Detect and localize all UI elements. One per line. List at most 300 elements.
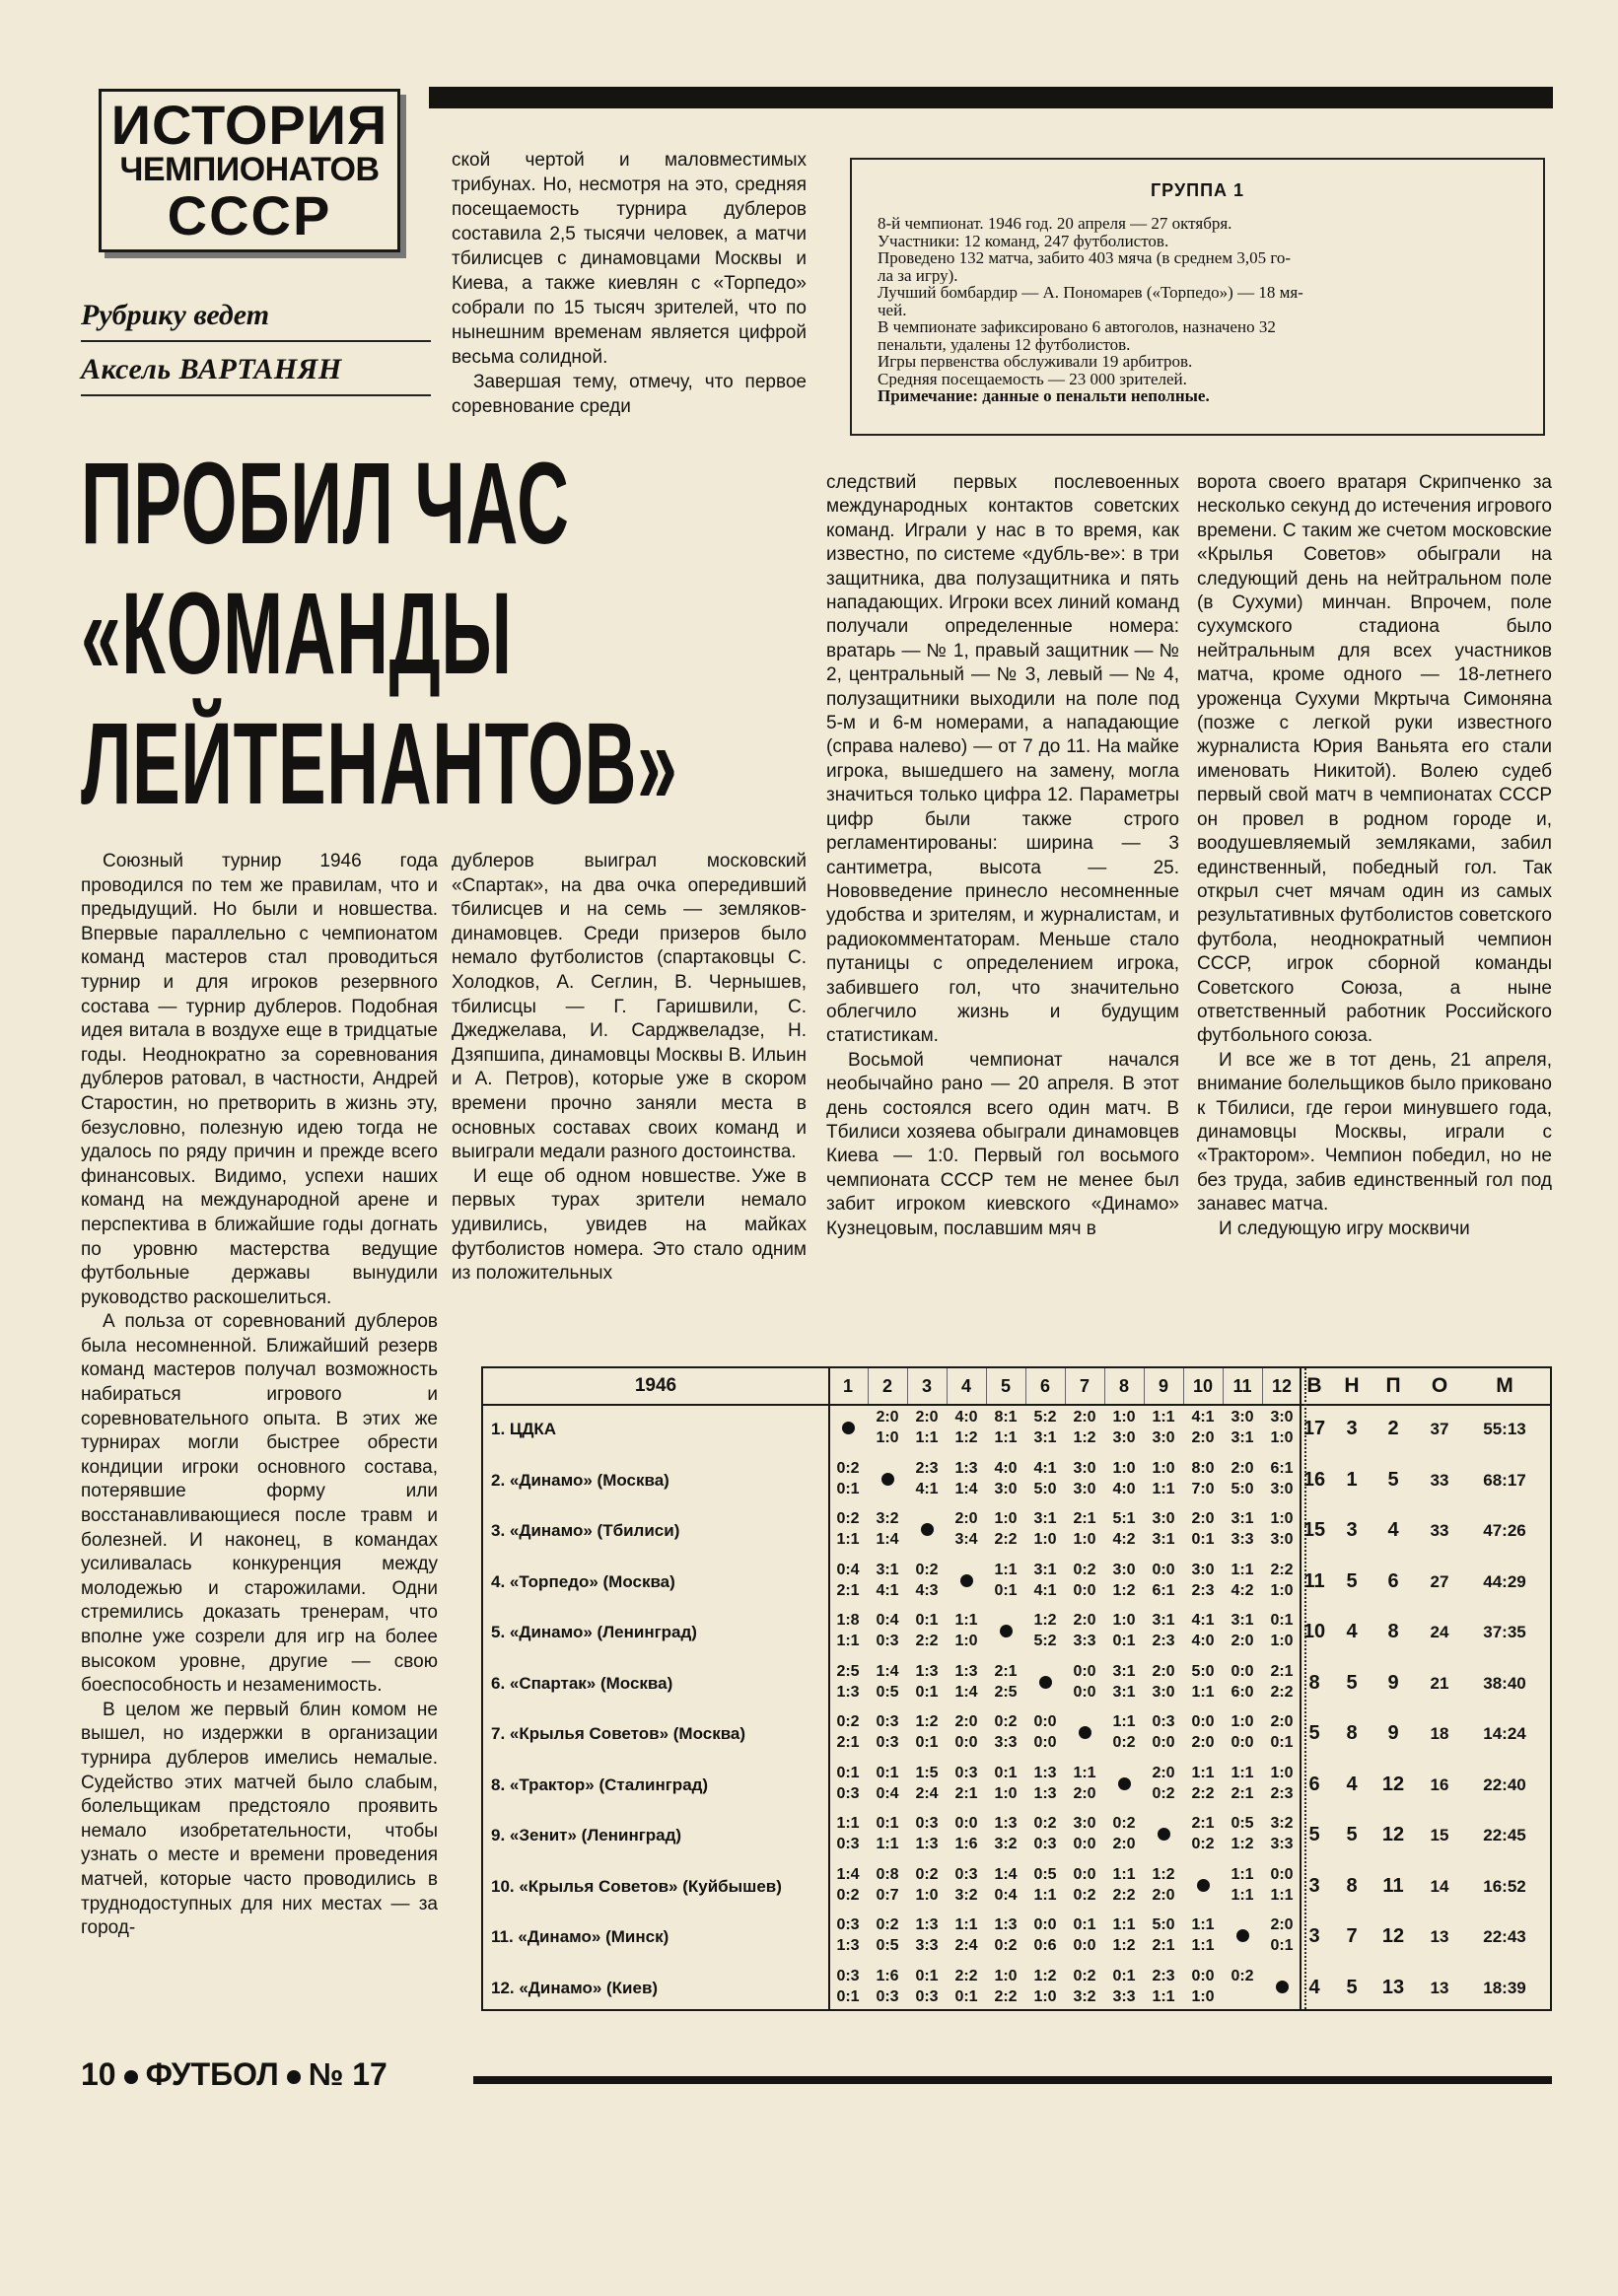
match-score: [947, 1611, 986, 1652]
match-score: [1025, 1915, 1065, 1957]
stat-cell: 38:40: [1483, 1673, 1526, 1693]
home-score: 1:0: [1231, 1713, 1254, 1730]
stat-cell: 2: [1387, 1418, 1399, 1439]
stat-cell: 5: [1308, 1824, 1320, 1845]
away-score: 1:0: [915, 1886, 939, 1904]
away-score: 0:7: [876, 1886, 899, 1904]
away-score: 1:1: [1191, 1937, 1215, 1954]
self-match-dot-icon: [828, 1408, 868, 1440]
home-score: 0:2: [836, 1459, 860, 1477]
rubric-title-line2: ЧЕМПИОНАТОВ: [119, 151, 380, 188]
stat-cell: 6: [1308, 1773, 1320, 1795]
away-score: 2:0: [1191, 1429, 1215, 1446]
group-line: пенальти, удалены 12 футболистов.: [878, 335, 1131, 353]
away-score: 3:0: [1073, 1480, 1096, 1497]
match-score: [868, 1611, 907, 1652]
stat-cell: 47:26: [1483, 1521, 1526, 1540]
match-score: [1065, 1509, 1104, 1551]
match-score: [868, 1561, 907, 1602]
team-name: 1. ЦДКА: [491, 1420, 557, 1438]
team-name: 10. «Крылья Советов» (Куйбышев): [491, 1876, 782, 1896]
away-score: 1:4: [954, 1683, 978, 1701]
away-score: 2:0: [1152, 1886, 1175, 1904]
match-score: [1223, 1712, 1262, 1754]
home-score: 2:1: [1270, 1662, 1294, 1680]
stat-cell: 18: [1430, 1724, 1449, 1743]
column-header-2: 2: [881, 1376, 892, 1396]
away-score: 0:0: [1152, 1734, 1175, 1751]
column-divider: [1065, 1368, 1066, 1404]
away-score: 1:1: [1033, 1886, 1057, 1904]
away-score: 0:3: [876, 1734, 899, 1751]
home-score: 1:3: [915, 1916, 939, 1933]
home-score: 0:1: [836, 1764, 860, 1781]
home-score: 1:0: [994, 1510, 1018, 1527]
away-score: 3:0: [1112, 1429, 1136, 1446]
home-score: 1:3: [954, 1459, 978, 1477]
paragraph: И следующую игру москвичи: [1219, 1218, 1470, 1239]
home-score: 0:3: [836, 1916, 860, 1933]
away-score: 1:1: [836, 1531, 860, 1548]
home-score: 0:2: [876, 1916, 899, 1933]
stat-cell: 27: [1430, 1571, 1449, 1591]
column-divider: [1144, 1368, 1145, 1404]
home-score: 1:1: [1191, 1916, 1215, 1933]
away-score: 1:0: [1191, 1987, 1215, 2005]
stat-cell: 37:35: [1483, 1623, 1526, 1641]
dot-icon: [881, 1473, 894, 1486]
byline-divider: [81, 394, 431, 396]
away-score: 1:1: [1231, 1886, 1254, 1904]
match-score: [986, 1967, 1025, 2008]
table-row: [483, 1404, 1550, 1455]
away-score: 4:0: [1191, 1633, 1215, 1649]
away-score: 2:4: [954, 1937, 978, 1954]
home-score: 0:2: [915, 1561, 939, 1578]
match-score: [1223, 1814, 1262, 1855]
match-score: [1144, 1561, 1183, 1602]
home-score: 2:5: [836, 1662, 860, 1680]
dot-icon: [1079, 1726, 1091, 1739]
home-score: 2:0: [1073, 1612, 1096, 1629]
stat-cell: 5: [1387, 1468, 1399, 1491]
home-score: 1:2: [1033, 1612, 1057, 1629]
home-score: 1:0: [994, 1967, 1018, 1984]
intro-column: [452, 148, 807, 419]
away-score: 2:0: [1073, 1784, 1096, 1802]
home-score: 3:0: [1191, 1561, 1215, 1578]
team-name: 7. «Крылья Советов» (Москва): [491, 1724, 746, 1743]
stat-cell: 17: [1302, 1418, 1326, 1439]
footer-rule-bar: [473, 2076, 1552, 2084]
paragraph: Восьмой чемпионат начался необычайно рано — 20 апреля. В этот день состоялся всего один матч. В Тбилиси хозяева обыграли динамовцев Киева — 1:0. Первый гол восьмого чемпионата СССР тем не менее был забит игроком киевского «Динамо» Кузнецовым, пославшим мяч в: [826, 1049, 1179, 1239]
home-score: 1:2: [915, 1713, 939, 1730]
away-score: 1:0: [1033, 1531, 1057, 1548]
home-score: 0:2: [1073, 1561, 1096, 1578]
paragraph: Завершая тему, отмечу, что первое соревнование среди: [452, 372, 807, 417]
match-score: [868, 1814, 907, 1855]
away-score: 3:0: [1152, 1429, 1175, 1446]
match-score: [828, 1459, 868, 1500]
table-row: [483, 1861, 1550, 1913]
self-match-dot-icon: [868, 1459, 907, 1492]
away-score: 4:1: [1033, 1581, 1057, 1599]
away-score: 1:0: [994, 1784, 1018, 1802]
column-divider: [1104, 1368, 1105, 1404]
match-score: [907, 1408, 947, 1449]
home-score: 5:1: [1112, 1510, 1136, 1527]
away-score: 1:3: [836, 1937, 860, 1954]
dot-icon: [921, 1523, 934, 1536]
match-score: [986, 1561, 1025, 1602]
home-score: 3:2: [1270, 1815, 1294, 1832]
results-table: [481, 1366, 1552, 2011]
away-score: 1:1: [994, 1429, 1018, 1446]
group-line: Проведено 132 матча, забито 403 мяча (в среднем 3,05 го-: [878, 249, 1292, 267]
stat-cell: 37: [1430, 1420, 1449, 1438]
table-row: [483, 1607, 1550, 1658]
match-score: [1065, 1408, 1104, 1449]
match-score: [947, 1865, 986, 1907]
column-header-7: 7: [1079, 1376, 1090, 1396]
match-score: [1104, 1712, 1144, 1754]
home-score: 2:0: [1152, 1662, 1175, 1680]
match-score: [1065, 1967, 1104, 2008]
away-score: 1:2: [1112, 1581, 1136, 1599]
home-score: 0:0: [1231, 1662, 1254, 1680]
paragraph: Союзный турнир 1946 года проводился по тем же правилам, что и предыдущий. Но были и новшества. Впервые параллельно с чемпионатом команд мастеров стал проводиться турнир и для игроков резервного состава — турнир дублеров. Подобная идея витала в воздухе еще в тридцатые годы. Неоднократно за соревнования дублеров ратовал, в частности, Андрей Старостин, но претворить в жизнь эту, безусловно, полезную идею тогда не удалось по ряду причин и прежде всего финансовых. Видимо, успехи наших команд на международной арене и перспектива в ближайшие годы догнать по уровню мастерства ведущие футбольные державы вынудили руководство раскошелиться.: [81, 851, 438, 1308]
column-header-6: 6: [1039, 1376, 1050, 1396]
match-score: [1025, 1509, 1065, 1551]
home-score: 2:0: [1152, 1764, 1175, 1781]
self-match-dot-icon: [907, 1509, 947, 1542]
match-score: [907, 1764, 947, 1805]
away-score: 2:1: [954, 1784, 978, 1802]
away-score: 2:2: [1112, 1886, 1136, 1904]
match-score: [1104, 1967, 1144, 2008]
away-score: 7:0: [1191, 1480, 1215, 1497]
home-score: 3:0: [1073, 1459, 1096, 1477]
match-score: [828, 1915, 868, 1957]
team-name: 2. «Динамо» (Москва): [491, 1470, 669, 1490]
match-score: [986, 1865, 1025, 1907]
away-score: 0:0: [1033, 1734, 1057, 1751]
match-score: [1025, 1967, 1065, 2008]
home-score: 1:1: [954, 1612, 978, 1629]
away-score: 3:1: [1231, 1429, 1254, 1446]
home-score: 1:1: [1112, 1713, 1136, 1730]
home-score: 1:3: [994, 1815, 1018, 1832]
away-score: 0:1: [1191, 1531, 1215, 1548]
away-score: 3:0: [1270, 1480, 1294, 1497]
away-score: 1:0: [954, 1633, 978, 1649]
match-score: [986, 1915, 1025, 1957]
away-score: 3:3: [1073, 1633, 1096, 1649]
stat-cell: 33: [1430, 1470, 1449, 1490]
home-score: 1:0: [1270, 1510, 1294, 1527]
match-score: [1104, 1865, 1144, 1907]
home-score: 0:4: [876, 1612, 899, 1629]
home-score: 3:0: [1152, 1510, 1175, 1527]
away-score: 2:0: [1191, 1734, 1215, 1751]
away-score: 0:0: [954, 1734, 978, 1751]
table-row: [483, 1708, 1550, 1760]
away-score: 0:1: [1270, 1734, 1294, 1751]
away-score: 2:4: [915, 1784, 939, 1802]
away-score: 2:1: [836, 1734, 860, 1751]
stat-cell: 4: [1346, 1773, 1358, 1795]
home-score: 1:0: [1270, 1764, 1294, 1781]
home-score: 3:1: [1112, 1662, 1136, 1680]
match-score: [828, 1611, 868, 1652]
stat-cell: 8: [1346, 1874, 1358, 1897]
match-score: [1183, 1712, 1223, 1754]
column-header-1: 1: [842, 1376, 853, 1396]
team-name: 5. «Динамо» (Ленинград): [491, 1623, 697, 1641]
match-score: [1144, 1915, 1183, 1957]
stat-cell: 22:43: [1483, 1927, 1526, 1946]
stat-header: П: [1385, 1374, 1401, 1397]
match-score: [986, 1712, 1025, 1754]
home-score: 0:3: [954, 1865, 978, 1883]
match-score: [868, 1865, 907, 1907]
away-score: 0:2: [1191, 1836, 1215, 1852]
home-score: 2:0: [1191, 1510, 1215, 1527]
stat-cell: 3: [1308, 1874, 1320, 1897]
match-score: [1223, 1865, 1262, 1907]
home-score: 5:0: [1191, 1662, 1215, 1680]
away-score: 2:1: [1152, 1937, 1175, 1954]
column-header-5: 5: [1000, 1376, 1011, 1396]
match-score: [947, 1814, 986, 1855]
rubric-box: [99, 89, 400, 252]
self-match-dot-icon: [1065, 1712, 1104, 1745]
group-line: Игры первенства обслуживали 19 арбитров.: [878, 353, 1193, 371]
self-match-dot-icon: [1223, 1915, 1262, 1948]
article-column-1: [81, 850, 438, 1941]
stat-cell: 5: [1346, 1976, 1358, 1998]
away-score: 1:0: [1033, 1987, 1057, 2005]
home-score: 2:2: [1270, 1561, 1294, 1578]
stat-cell: 3: [1308, 1925, 1320, 1947]
match-score: [1183, 1561, 1223, 1602]
column-header-4: 4: [960, 1376, 971, 1396]
home-score: 0:3: [915, 1815, 939, 1832]
home-score: 0:8: [876, 1865, 899, 1883]
match-score: [868, 1967, 907, 2008]
home-score: 1:4: [994, 1865, 1018, 1883]
group-info-box: [850, 158, 1545, 436]
home-score: 1:1: [1231, 1764, 1254, 1781]
match-score: [868, 1915, 907, 1957]
away-score: 4:1: [915, 1480, 939, 1497]
stat-cell: 4: [1346, 1621, 1358, 1642]
self-match-dot-icon: [1104, 1764, 1144, 1796]
article-column-2: [452, 850, 807, 1287]
away-score: 1:2: [1112, 1937, 1136, 1954]
match-score: [1025, 1459, 1065, 1500]
table-row: [483, 1658, 1550, 1709]
match-score: [1025, 1611, 1065, 1652]
match-score: [828, 1967, 868, 2008]
home-score: 1:4: [836, 1865, 860, 1883]
stat-cell: 24: [1430, 1623, 1449, 1641]
away-score: 2:3: [1191, 1581, 1215, 1599]
away-score: 0:1: [994, 1581, 1018, 1599]
match-score: [1183, 1814, 1223, 1855]
stat-cell: 68:17: [1483, 1470, 1526, 1490]
away-score: 0:0: [1073, 1581, 1096, 1599]
home-score: 0:0: [1191, 1967, 1215, 1984]
away-score: 1:1: [1270, 1886, 1294, 1904]
stat-cell: 6: [1387, 1569, 1399, 1592]
table-year-header: 1946: [634, 1375, 677, 1396]
away-score: 3:3: [1231, 1531, 1254, 1548]
away-score: 2:2: [915, 1633, 939, 1649]
away-score: 6:0: [1231, 1683, 1254, 1701]
home-score: 3:1: [1033, 1561, 1057, 1578]
match-score: [828, 1764, 868, 1805]
stat-cell: 4: [1387, 1519, 1399, 1541]
match-score: [947, 1408, 986, 1449]
dot-icon: [1276, 1981, 1289, 1993]
dot-icon: [1236, 1929, 1249, 1942]
home-score: 3:1: [1231, 1510, 1254, 1527]
stat-cell: 55:13: [1483, 1420, 1526, 1438]
away-score: 0:0: [1073, 1683, 1096, 1701]
stat-cell: 9: [1387, 1671, 1399, 1694]
away-score: 1:0: [1270, 1429, 1294, 1446]
away-score: 1:0: [1270, 1581, 1294, 1599]
column-header-9: 9: [1158, 1376, 1168, 1396]
match-score: [907, 1561, 947, 1602]
match-score: [868, 1509, 907, 1551]
stat-cell: 12: [1381, 1925, 1405, 1947]
stat-cell: 22:45: [1483, 1826, 1526, 1844]
home-score: 0:3: [1152, 1713, 1175, 1730]
stat-cell: 18:39: [1483, 1978, 1526, 1997]
home-score: 0:3: [876, 1713, 899, 1730]
table-row: [483, 1455, 1550, 1506]
stat-cell: 11: [1382, 1874, 1404, 1897]
home-score: 4:0: [994, 1459, 1018, 1477]
home-score: 1:1: [1112, 1916, 1136, 1933]
home-score: 0:0: [1033, 1713, 1057, 1730]
away-score: 1:6: [954, 1836, 978, 1852]
home-score: 1:1: [1231, 1865, 1254, 1883]
home-score: 0:2: [1073, 1967, 1096, 1984]
column-header-8: 8: [1118, 1376, 1129, 1396]
home-score: 3:0: [1270, 1409, 1294, 1426]
match-score: [1183, 1611, 1223, 1652]
away-score: 0:1: [1270, 1937, 1294, 1954]
match-score: [947, 1967, 986, 2008]
home-score: 1:0: [1112, 1612, 1136, 1629]
dot-icon: [1118, 1777, 1131, 1790]
home-score: 3:2: [876, 1510, 899, 1527]
self-match-dot-icon: [947, 1561, 986, 1593]
away-score: 3:3: [1112, 1987, 1136, 2005]
away-score: 2:2: [994, 1987, 1018, 2005]
away-score: 3:3: [915, 1937, 939, 1954]
table-row: [483, 1557, 1550, 1608]
home-score: 1:1: [1231, 1561, 1254, 1578]
group-line: Примечание: данные о пенальти неполные.: [878, 387, 1210, 405]
stat-cell: 33: [1430, 1521, 1449, 1540]
away-score: 4:3: [915, 1581, 939, 1599]
home-score: 1:3: [994, 1916, 1018, 1933]
home-score: 2:0: [954, 1510, 978, 1527]
group-line: 8-й чемпионат. 1946 год. 20 апреля — 27 октября.: [878, 215, 1232, 233]
away-score: 2:1: [1231, 1784, 1254, 1802]
home-score: 4:1: [1191, 1409, 1215, 1426]
stat-cell: 7: [1346, 1925, 1358, 1947]
column-header-3: 3: [921, 1376, 932, 1396]
stat-cell: 16: [1302, 1468, 1326, 1491]
match-score: [907, 1865, 947, 1907]
team-name: 11. «Динамо» (Минск): [491, 1927, 669, 1946]
column-divider: [868, 1368, 869, 1404]
match-score: [828, 1814, 868, 1855]
group-title: ГРУППА 1: [1150, 180, 1245, 200]
column-divider: [1223, 1368, 1224, 1404]
bullet-dot-icon: [124, 2070, 138, 2084]
stat-cell: 13: [1430, 1978, 1449, 1997]
away-score: 0:1: [836, 1987, 860, 2005]
match-score: [907, 1967, 947, 2008]
away-score: 4:2: [1231, 1581, 1254, 1599]
home-score: 2:1: [1191, 1815, 1215, 1832]
home-score: 2:0: [954, 1713, 978, 1730]
away-score: 0:2: [1073, 1886, 1096, 1904]
paragraph: следствий первых послевоенных международных контактов советских команд. Играли у нас в то время, как известно, по системе «дубль-ве»: в три защитника, два полузащитника и пять нападающих. Игроки всех линий команд получали определенные номера: вратарь — № 1, правый защитник — № 2, центральный — № 3, левый — № 4, полузащитники выходили на поле под 5-м и 6-м номерами, а нападающие (справа налево) — от 7 до 11. На майке игрока, вышедшего на замену, могла значиться только цифра 12. Параметры цифр были также строго регламентированы: ширина — 3 сантиметра, высота — 25. Нововведение принесло несомненные удобства и зрителям, и журналистам, и радиокомментаторам. Меньше стало путаницы с определением игрока, забившего гол, что значительно облегчило жизнь и будущим статистикам.: [826, 472, 1179, 1047]
away-score: 0:5: [876, 1683, 899, 1701]
rubric-title-line1: ИСТОРИЯ: [110, 94, 388, 156]
stat-header: О: [1431, 1374, 1448, 1397]
home-score: 0:1: [1073, 1916, 1096, 1933]
away-score: 4:2: [1112, 1531, 1136, 1548]
bullet-dot-icon: [287, 2070, 301, 2084]
stat-cell: 13: [1430, 1927, 1449, 1946]
column-divider: [1183, 1368, 1184, 1404]
match-score: [868, 1712, 907, 1754]
article-column-3: [826, 471, 1179, 1241]
home-score: 1:1: [836, 1815, 860, 1832]
home-score: 2:0: [915, 1409, 939, 1426]
match-score: [947, 1459, 986, 1500]
stat-cell: 8: [1308, 1671, 1320, 1694]
home-score: 0:3: [836, 1967, 860, 1984]
away-score: 3:2: [994, 1836, 1018, 1852]
away-score: 6:1: [1152, 1581, 1175, 1599]
match-score: [1144, 1967, 1183, 2008]
issue-number: № 17: [308, 2056, 387, 2092]
match-score: [1104, 1509, 1144, 1551]
home-score: 0:1: [1112, 1967, 1136, 1984]
away-score: 1:1: [876, 1836, 899, 1852]
home-score: 1:3: [954, 1662, 978, 1680]
match-score: [1223, 1611, 1262, 1652]
magazine-name: ФУТБОЛ: [145, 2056, 279, 2092]
table-row: [483, 1810, 1550, 1861]
away-score: 4:0: [1112, 1480, 1136, 1497]
away-score: 0:0: [1231, 1734, 1254, 1751]
match-score: [868, 1408, 907, 1449]
match-score: [1104, 1814, 1144, 1855]
self-match-dot-icon: [986, 1611, 1025, 1643]
match-score: [1183, 1967, 1223, 2008]
home-score: 2:3: [915, 1459, 939, 1477]
